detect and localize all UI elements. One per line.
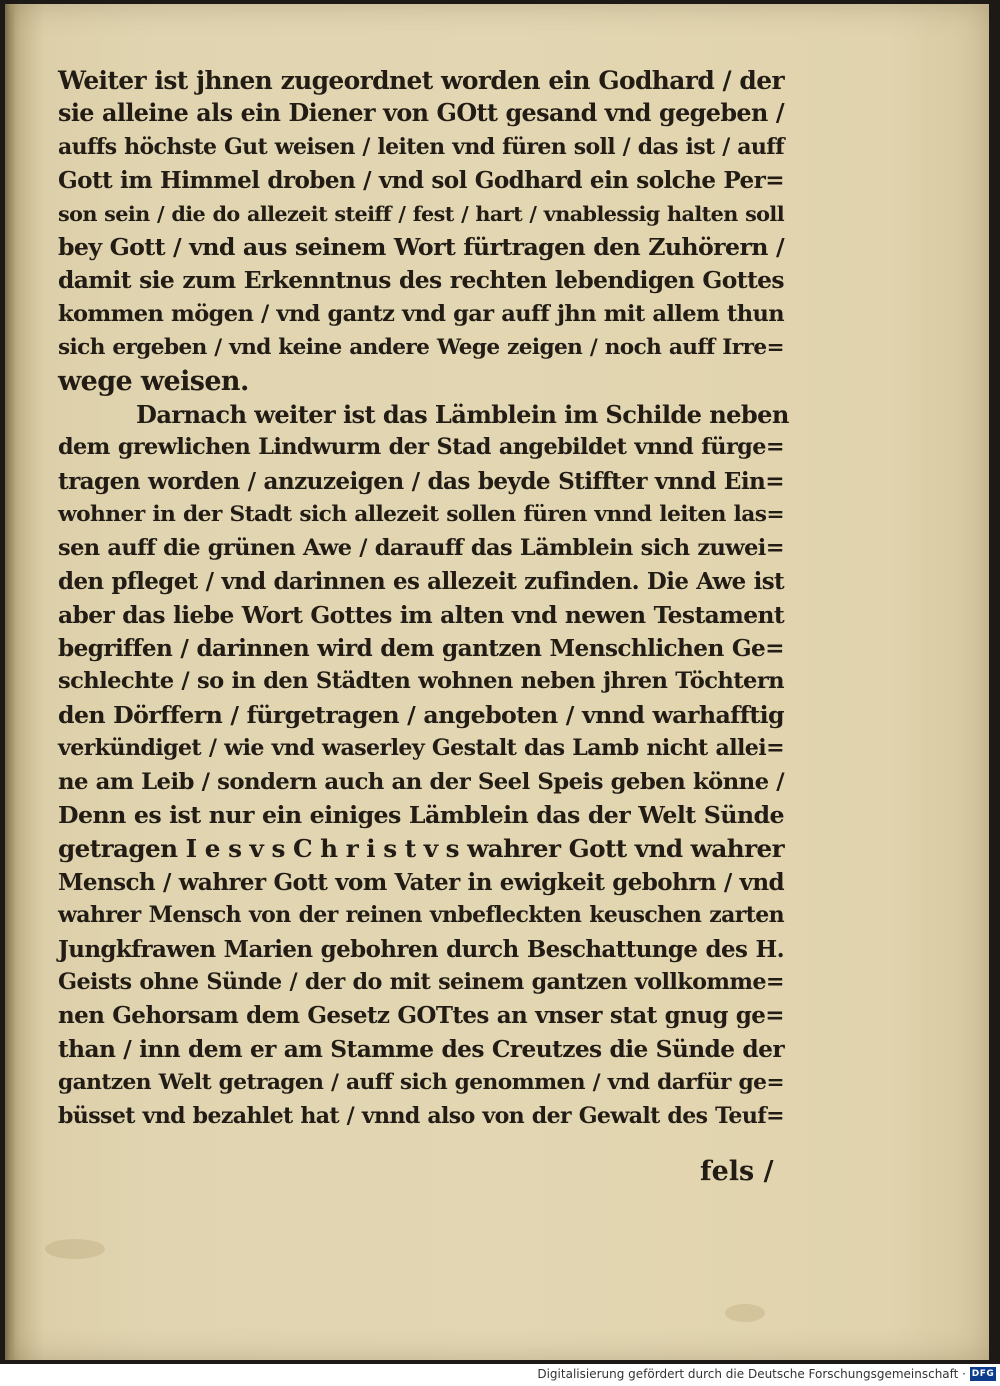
page-stain: [725, 1304, 765, 1322]
text-line: dem grewlichen Lindwurm der Stad angebildet vnnd fürge=: [58, 434, 784, 461]
text-line: begriffen / darinnen wird dem gantzen Menschlichen Ge=: [58, 634, 784, 662]
text-line: getragen I e s v s C h r i s t v s wahrer Gott vnd wahrer: [58, 834, 784, 864]
text-line: Gott im Himmel droben / vnd sol Godhard ein solche Per=: [58, 167, 784, 195]
text-line: damit sie zum Erkenntnus des rechten lebendigen Gottes: [58, 266, 784, 295]
text-line: sich ergeben / vnd keine andere Wege zeigen / noch auff Irre=: [58, 335, 784, 361]
text-line: den Dörffern / fürgetragen / angeboten / vnnd warhafftig: [58, 700, 784, 729]
text-line: wohner in der Stadt sich allezeit sollen füren vnnd leiten las=: [58, 502, 784, 528]
catchword: fels /: [700, 1156, 774, 1187]
text-line: nen Gehorsam dem Gesetz GOTtes an vnser stat gnug ge=: [58, 1002, 784, 1030]
text-line: Denn es ist nur ein einiges Lämblein das der Welt Sünde: [58, 800, 784, 829]
text-line: bey Gott / vnd aus seinem Wort fürtragen den Zuhörern /: [58, 233, 784, 262]
dfg-logo-icon: DFG: [971, 1369, 995, 1379]
text-line: sie alleine als ein Diener von GOtt gesand vnd gegeben /: [58, 99, 784, 128]
text-line: schlechte / so in den Städten wohnen neben jhren Töchtern: [58, 668, 784, 695]
text-line: Jungkfrawen Marien gebohren durch Beschattunge des H.: [58, 935, 784, 963]
text-line: son sein / die do allezeit steiff / fest / hart / vnablessig halten soll: [58, 201, 784, 226]
text-line: than / inn dem er am Stamme des Creutzes die Sünde der: [58, 1035, 784, 1063]
text-line: gantzen Welt getragen / auff sich genommen / vnd darfür ge=: [58, 1070, 784, 1096]
text-line: verkündiget / wie vnd waserley Gestalt das Lamb nicht allei=: [58, 735, 784, 762]
text-line: büsset vnd bezahlet hat / vnnd also von der Gewalt des Teuf=: [58, 1102, 784, 1129]
text-line: wahrer Mensch von der reinen vnbefleckten keuschen zarten: [58, 902, 784, 929]
text-line: aber das liebe Wort Gottes im alten vnd newen Testament: [58, 600, 784, 629]
text-line: Darnach weiter ist das Lämblein im Schilde neben: [136, 400, 789, 430]
text-line: sen auff die grünen Awe / darauff das Lämblein sich zuwei=: [58, 534, 784, 561]
page-binding-edge: [5, 4, 15, 1360]
text-line: wege weisen.: [58, 365, 249, 397]
page-stain: [45, 1239, 105, 1259]
funding-credit: Digitalisierung gefördert durch die Deutsche Forschungsgemeinschaft ·: [537, 1367, 966, 1381]
text-line: den pfleget / vnd darinnen es allezeit zufinden. Die Awe ist: [58, 568, 784, 596]
text-line: Geists ohne Sünde / der do mit seinem gantzen vollkomme=: [58, 968, 784, 995]
text-line: ne am Leib / sondern auch an der Seel Speis geben könne /: [58, 768, 784, 795]
page-text: [58, 64, 789, 1133]
text-line: Mensch / wahrer Gott vom Vater in ewigkeit gebohrn / vnd: [58, 868, 784, 896]
text-line: Weiter ist jhnen zugeordnet worden ein Godhard / der: [58, 66, 784, 95]
text-line: kommen mögen / vnd gantz vnd gar auff jhn mit allem thun: [58, 300, 784, 327]
text-line: tragen worden / anzuzeigen / das beyde Stiffter vnnd Ein=: [58, 467, 784, 495]
text-line: auffs höchste Gut weisen / leiten vnd füren soll / das ist / auff: [58, 133, 784, 160]
